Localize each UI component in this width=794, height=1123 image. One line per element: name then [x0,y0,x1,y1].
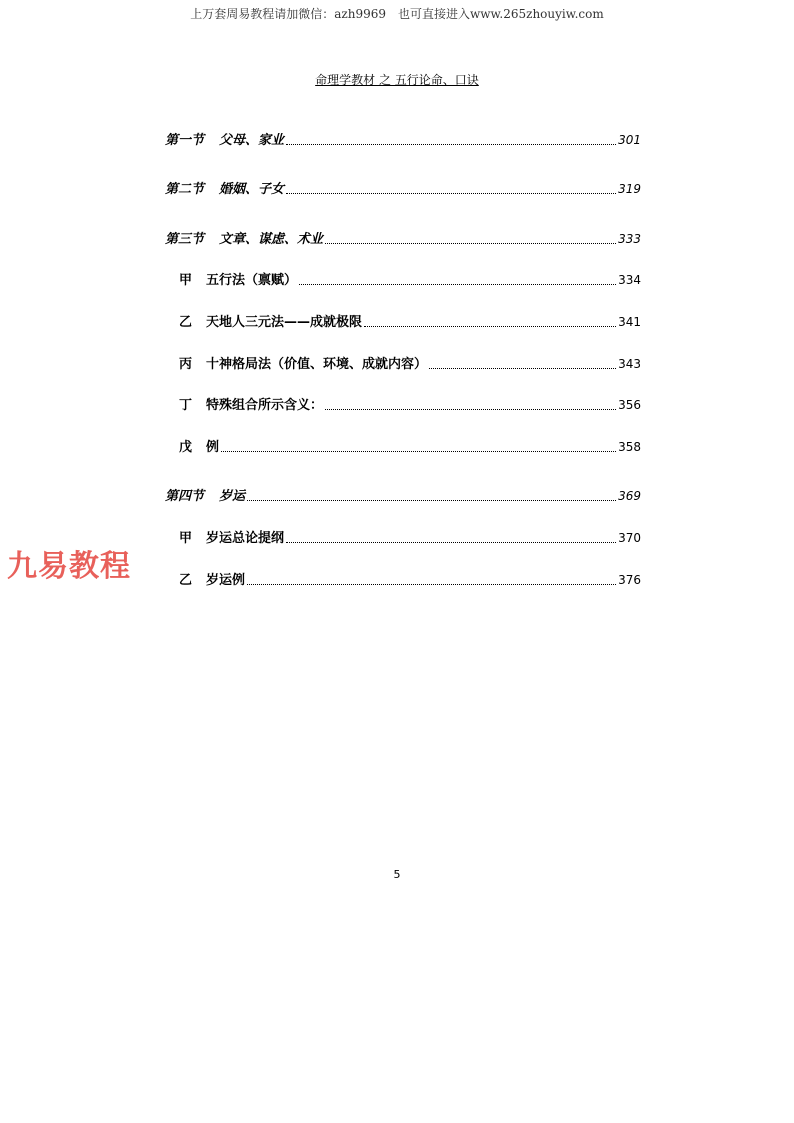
toc-entry-number: 丁 [179,398,193,413]
toc-entry-title: 岁运 [219,489,246,504]
toc-entry-number: 第一节 [165,133,205,148]
toc-entry-number: 丙 [179,357,193,372]
toc-entry-page: 301 [618,133,641,147]
toc-entry-title: 文章、谋虑、术业 [219,232,324,247]
toc-entry-number: 第二节 [165,182,205,197]
toc-entry-number: 第三节 [165,232,205,247]
toc-entry-section-3[interactable] [165,230,641,248]
toc-entry-title: 十神格局法（价值、环境、成就内容） [206,357,428,372]
document-header [0,71,794,88]
dot-leader [286,193,616,194]
toc-entry-sub-wu[interactable] [179,438,641,456]
top-banner: 上万套周易教程请加微信：azh9969 也可直接进入www.265zhouyiw.com [190,7,604,21]
toc-entry-page: 341 [618,315,641,329]
toc-entry-page: 343 [618,357,641,371]
toc-entry-number: 乙 [179,315,193,330]
toc-entry-number: 戊 [179,440,193,455]
toc-entry-sub-bing[interactable] [179,355,641,373]
toc-entry-section-1[interactable] [165,131,641,149]
toc-entry-title: 天地人三元法——成就极限 [206,315,363,330]
dot-leader [299,284,616,285]
toc-entry-title: 婚姻、子女 [219,182,285,197]
toc-entry-sub-jia-2[interactable] [179,529,641,547]
toc-entry-page: 369 [618,489,641,503]
toc-entry-sub-yi[interactable] [179,313,641,331]
toc-entry-title: 特殊组合所示含义： [206,398,324,413]
toc-entry-sub-ding[interactable] [179,396,641,414]
document-title: 命理学教材 之 五行论命、口诀 [315,73,479,87]
toc-entry-section-2[interactable] [165,180,641,198]
toc-entry-number: 乙 [179,573,193,588]
toc-entry-sub-jia[interactable] [179,271,641,289]
toc-entry-page: 376 [618,573,641,587]
dot-leader [286,144,616,145]
toc-entry-sub-yi-2[interactable] [179,571,641,589]
toc-entry-number: 甲 [179,273,193,288]
toc-entry-page: 333 [618,232,641,246]
dot-leader [364,326,616,327]
toc-entry-title: 五行法（禀赋） [206,273,298,288]
toc-entry-title: 父母、家业 [219,133,285,148]
dot-leader [286,542,616,543]
toc-entry-number: 甲 [179,531,193,546]
toc-entry-section-4[interactable] [165,487,641,505]
dot-leader [325,409,616,410]
dot-leader [429,368,616,369]
page-number: 5 [393,868,401,881]
toc-entry-page: 334 [618,273,641,287]
dot-leader [247,584,616,585]
toc-entry-page: 370 [618,531,641,545]
toc-entry-page: 319 [618,182,641,196]
toc-entry-number: 第四节 [165,489,205,504]
toc-entry-page: 356 [618,398,641,412]
dot-leader [325,243,616,244]
watermark-logo: 九易教程 [7,549,131,584]
dot-leader [247,500,616,501]
toc-entry-title: 例 [206,440,220,455]
toc-entry-title: 岁运例 [206,573,246,588]
toc-entry-page: 358 [618,440,641,454]
toc-entry-title: 岁运总论提纲 [206,531,285,546]
dot-leader [221,451,616,452]
